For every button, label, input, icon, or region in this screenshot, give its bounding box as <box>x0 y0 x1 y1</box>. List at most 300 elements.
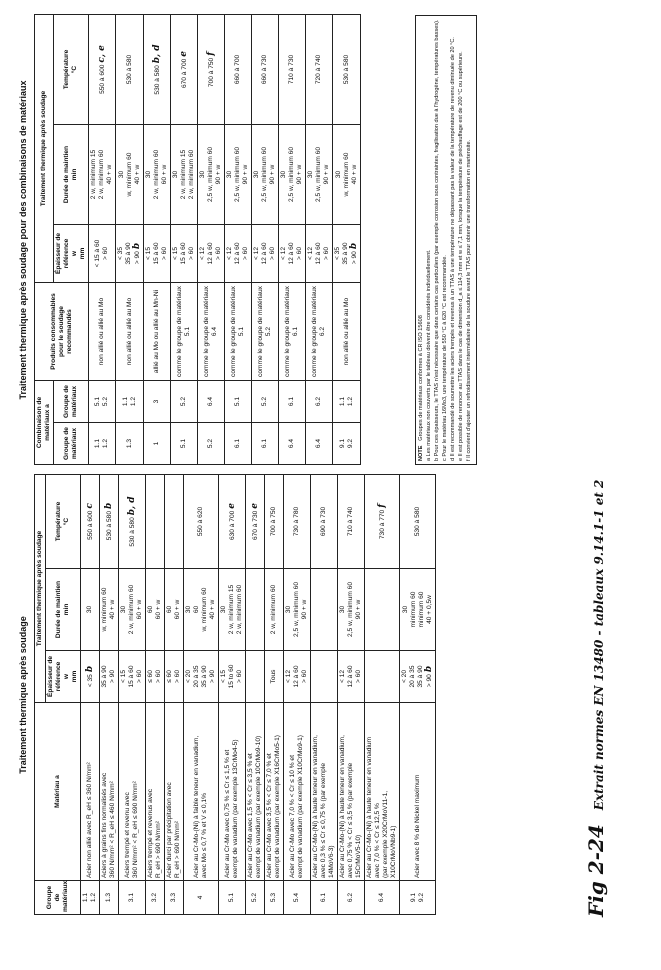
lt-group-text: 3.1 <box>128 892 135 903</box>
rt-thickness <box>89 225 116 283</box>
lt-duration-text: 30 2,5 w, minimum 60 90 + w <box>339 582 362 637</box>
lt-material <box>400 703 436 881</box>
lt-material-text: Acier au Cr-Mo-(Ni) à haute teneur en vanadium avec 7,0 % < Cr ≤ 12,5 % (par exemple X20CrMoV11-1, X10CrMoVNb9-1) <box>366 736 397 878</box>
lt-duration <box>119 569 146 651</box>
rt-thickness <box>171 225 198 283</box>
lt-group <box>365 881 400 915</box>
rt-group1-text: 1.3 <box>125 438 133 449</box>
notes-title: NOTE <box>418 445 424 461</box>
rt-thickness-text: < 12 12 à 60 > 60 <box>226 242 249 265</box>
rt-group2-text: 5.2 <box>180 396 187 407</box>
rt-group1-text: 1 <box>153 441 160 446</box>
table-row <box>333 14 361 464</box>
lt-thickness <box>265 651 284 703</box>
lt-duration <box>100 569 119 651</box>
lt-group <box>119 881 146 915</box>
lt-header-temperature: Température °C <box>46 474 81 568</box>
lt-temperature <box>81 474 100 568</box>
rt-thickness-text: < 15 15 à 60 > 60 <box>172 242 195 265</box>
lt-group-text: 6.2 <box>347 892 354 903</box>
table-row <box>100 474 119 914</box>
rt-group2 <box>225 381 252 423</box>
lt-temperature <box>146 474 165 568</box>
rt-thickness-text: < 15 à 60 > 60 <box>94 239 109 268</box>
rt-temperature-text: 660 à 700 <box>234 54 241 85</box>
rt-group1 <box>252 423 279 465</box>
lt-temperature <box>365 474 400 568</box>
rt-consumables <box>225 283 252 381</box>
lt-material-text: Acier au Cr-Mo-(Ni) à haute teneur en vanadium, avec 0,3 % ≤ Cr ≤ 0,75 % (par exemple 14MoV6-3) <box>312 735 335 878</box>
lt-temperature <box>100 474 119 568</box>
lt-group <box>400 881 436 915</box>
rt-consumables-text: comme le groupe de matériaux 5.1 <box>176 286 191 377</box>
rt-temperature-text: 530 à 580 <box>125 54 133 85</box>
lt-thickness <box>365 651 400 703</box>
lt-material <box>119 703 146 881</box>
lt-duration-text: 30 60 w, minimum 60 40 + w <box>185 587 216 632</box>
rt-group2 <box>306 381 333 423</box>
rt-thickness-handwritten-mark: b <box>349 242 359 250</box>
rt-thickness-text: < 15 15 à 60 > 60 <box>145 242 168 265</box>
lt-duration-text: 60 60 + w <box>147 599 162 620</box>
rt-temperature-text: 530 à 580 <box>153 65 161 95</box>
lt-thickness-text: < 15 15 à 60 > 60 <box>120 665 143 688</box>
lt-temperature-text: 700 à 750 <box>270 506 277 537</box>
rt-thickness-text: < 12 12 à 60 > 60 <box>280 242 303 265</box>
table-row <box>225 14 252 464</box>
rt-group1 <box>171 423 198 465</box>
caption-figure-number: Fig 2-24 <box>584 824 608 917</box>
lt-material <box>81 703 100 881</box>
rt-consumables <box>252 283 279 381</box>
lt-group-text: 4 <box>197 895 204 900</box>
rt-group2-text: 6.4 <box>207 396 214 407</box>
lt-material <box>100 703 119 881</box>
lt-material <box>146 703 165 881</box>
rt-duration-text: 2 w, minimum 15 2 w, minimum 60 40 + w <box>90 149 113 200</box>
lt-thickness-text: 35 à 90 > 90 <box>101 665 116 688</box>
rt-consumables <box>116 283 144 381</box>
rt-temperature-text: 530 à 580 <box>342 54 350 85</box>
lt-temperature-text: 730 à 770 <box>378 509 386 540</box>
lt-material-text: Acier au Cr-Mo avec 7,0 % < Cr ≤ 10 % et exempt de vanadium (par exemple X10CrMo9-1) <box>289 735 304 878</box>
lt-group-text: 3.2 <box>151 892 158 903</box>
rt-duration-text: 30 2,5 w, minimum 60 90 + w <box>307 147 330 202</box>
lt-group-text: 5.3 <box>270 892 277 903</box>
rt-thickness <box>116 225 144 283</box>
rt-duration <box>89 125 116 225</box>
rt-header-temperature: Température °C <box>54 14 89 124</box>
rt-thickness <box>279 225 306 283</box>
lt-thickness <box>284 651 311 703</box>
notes-box <box>415 15 477 465</box>
rt-duration-text: 30 w, minimum 60 40 + w <box>117 152 141 197</box>
lt-group <box>338 881 365 915</box>
lt-thickness <box>165 651 184 703</box>
lt-thickness-text: < 20 20 à 35 35 à 90 > 90 <box>185 665 216 688</box>
lt-temperature-text: 530 à 580 <box>413 506 421 537</box>
rt-duration <box>198 125 225 225</box>
lt-temperature-handwritten-mark: c <box>84 503 95 509</box>
rt-thickness <box>252 225 279 283</box>
rt-consumables-text: non allié ou allié au Mo <box>125 297 133 366</box>
lt-duration <box>400 569 436 651</box>
rt-group2 <box>144 381 171 423</box>
left-table-body <box>81 474 436 914</box>
lt-thickness <box>338 651 365 703</box>
lt-group <box>246 881 265 915</box>
rt-group2 <box>333 381 361 423</box>
lt-group <box>284 881 311 915</box>
rt-temperature-text: 720 à 740 <box>315 54 322 85</box>
lt-temperature-text: 670 à 730 <box>251 510 259 541</box>
rt-header-combination: Combinaison de matériaux a <box>35 381 54 465</box>
lt-material <box>165 703 184 881</box>
lt-temperature-handwritten-mark: b <box>103 502 114 509</box>
lt-group-text: 1.1 1.2 <box>82 892 97 903</box>
table-row <box>184 474 219 914</box>
rt-thickness <box>306 225 333 283</box>
rt-temperature <box>198 14 225 124</box>
rt-group1 <box>333 423 361 465</box>
rt-group2-text: 3 <box>153 399 160 404</box>
lt-group <box>146 881 165 915</box>
rt-temperature-handwritten-mark: e <box>178 50 189 57</box>
rt-group1 <box>89 423 116 465</box>
rt-thickness-text: < 35 35 à 90 > 90 <box>117 242 141 265</box>
lt-temperature-text: 530 à 580 <box>128 517 136 547</box>
lt-group-text: 6.4 <box>378 892 385 903</box>
rt-temperature <box>306 14 333 124</box>
lt-thickness <box>81 651 100 703</box>
lt-thickness <box>246 651 265 703</box>
lt-group <box>81 881 100 915</box>
rt-group1-text: 9.1 9.2 <box>338 438 354 449</box>
right-table-title: Traitement thermique après soudage pour des combinaisons de matériaux <box>18 80 28 400</box>
rt-consumables <box>171 283 198 381</box>
lt-material-text: Aciers trempé et revenus avec R_eH > 690 N/mm² <box>147 788 162 878</box>
rt-thickness-text: < 35 35 à 90 > 90 <box>334 242 358 265</box>
rt-group1-text: 5.1 <box>180 438 187 449</box>
rt-temperature-handwritten-mark: c, e <box>96 45 107 63</box>
rt-duration <box>144 125 171 225</box>
lt-thickness <box>400 651 436 703</box>
lt-material <box>311 703 338 881</box>
lt-thickness-text: < 20 20 à 35 35 à 90 > 90 <box>401 665 433 688</box>
rt-group2-text: 1.1 1.2 <box>121 396 137 407</box>
rt-group2 <box>198 381 225 423</box>
lt-duration-text: 30 2 w, minimum 15 2 w, minimum 60 <box>220 584 243 635</box>
table-row <box>89 14 116 464</box>
rt-thickness <box>225 225 252 283</box>
rt-temperature-text: 550 à 600 <box>98 64 106 94</box>
rt-group2-text: 1.1 1.2 <box>338 396 354 407</box>
lt-temperature <box>338 474 365 568</box>
lt-duration <box>246 569 265 651</box>
rt-thickness-text: < 12 12 à 60 > 60 <box>199 242 222 265</box>
rt-header-duration: Durée de maintien min <box>54 125 89 225</box>
table-row <box>311 474 338 914</box>
rt-consumables <box>279 283 306 381</box>
lt-duration <box>184 569 219 651</box>
lt-header-duration: Durée de maintien min <box>46 569 81 651</box>
rt-group1-text: 6.4 <box>288 438 295 449</box>
lt-group-text: 9.1 9.2 <box>409 892 425 903</box>
table-row <box>165 474 184 914</box>
lt-material-text: Acier au Cr-Mo avec 3,5 % < Cr ≤ 7,0 % et exempt de vanadium (par exemple X16CrMo5-1) <box>266 735 281 878</box>
rt-group1 <box>279 423 306 465</box>
table-row <box>252 14 279 464</box>
note-item: f Il convient d'ajouter un refroidissement intermédiaire de la soudure avant le TTAS pour obtenir une transformation en martensite. <box>466 139 472 461</box>
rt-group2-text: 5.2 <box>261 396 268 407</box>
lt-temperature-text: 710 à 740 <box>347 506 354 537</box>
rotated-sheet <box>10 0 620 925</box>
lt-temperature-text: 730 à 780 <box>293 506 300 537</box>
lt-group-text: 5.1 <box>228 892 235 903</box>
rt-thickness-text: < 12 12 à 60 > 60 <box>307 242 330 265</box>
table-row <box>116 14 144 464</box>
lt-thickness <box>119 651 146 703</box>
lt-thickness-text: Tous <box>270 669 277 684</box>
table-row <box>400 474 436 914</box>
lt-temperature-text: 550 à 620 <box>197 506 204 537</box>
lt-group-text: 1.3 <box>105 892 112 903</box>
rt-group2 <box>116 381 144 423</box>
rt-header-tt: Traitement thermique après soudage <box>35 14 54 282</box>
lt-thickness <box>219 651 246 703</box>
rt-group1 <box>144 423 171 465</box>
lt-temperature <box>184 474 219 568</box>
rt-temperature <box>89 14 116 124</box>
lt-duration-text: 30 minimum 60 minimum 60 40 + 0,5w <box>401 591 433 628</box>
rt-thickness <box>333 225 361 283</box>
lt-header-material: Matériau a <box>35 703 81 881</box>
table-row <box>171 14 198 464</box>
rt-group1 <box>116 423 144 465</box>
lt-duration <box>165 569 184 651</box>
rt-duration <box>225 125 252 225</box>
note-item: e Il est possible de renoncer au TTAS dans le cas de dimension d_a ≤ 114,3 mm et w ≤ 7,1 mm, lorsque la température de préchauffage est de 200 °C ou supérieure. <box>458 51 464 461</box>
table-row <box>119 474 146 914</box>
lt-material-text: Aciers trempé et revenu avec 360 N/mm² < R_eH ≤ 690 N/mm² <box>124 781 139 878</box>
left-table-title: Traitement thermique après soudage <box>18 616 28 774</box>
lt-thickness-text: < 15 15 to 60 > 60 <box>220 664 243 689</box>
rt-temperature <box>225 14 252 124</box>
rt-temperature <box>171 14 198 124</box>
lt-group-text: 5.2 <box>251 892 258 903</box>
rt-temperature-text: 700 à 750 <box>207 57 215 88</box>
lt-duration <box>311 569 338 651</box>
lt-group <box>311 881 338 915</box>
right-table-body <box>89 14 361 464</box>
rt-temperature <box>279 14 306 124</box>
lt-temperature-handwritten-mark: f <box>376 503 387 508</box>
lt-group-text: 5.4 <box>293 892 300 903</box>
rt-group2-text: 5.1 5.2 <box>94 396 109 407</box>
lt-temperature-text: 550 à 600 <box>86 510 94 540</box>
rt-thickness-handwritten-mark: b <box>132 242 142 250</box>
rt-duration <box>306 125 333 225</box>
rt-group1 <box>198 423 225 465</box>
lt-material <box>365 703 400 881</box>
lt-material <box>338 703 365 881</box>
lt-temperature <box>284 474 311 568</box>
lt-thickness-text: < 12 12 à 60 > 60 <box>339 665 362 688</box>
lt-duration <box>81 569 100 651</box>
lt-header-tt: Traitement thermique après soudage <box>35 474 46 702</box>
lt-material-text: Acier au Cr-Mo avec 1,5 % < Cr ≤ 3,5 % et exempt de vanadium (par exemple 10CrMo9-10) <box>247 735 262 878</box>
rt-temperature <box>116 14 144 124</box>
rt-duration-text: 30 2 w, minimum 15 2 w, minimum 60 <box>172 149 195 200</box>
rt-thickness-text: < 12 12 à 60 > 60 <box>253 242 276 265</box>
rt-group1 <box>306 423 333 465</box>
rt-duration <box>252 125 279 225</box>
lt-duration-text: 2 w, minimum 60 <box>270 584 277 635</box>
rt-group1 <box>225 423 252 465</box>
lt-thickness-text: ≤ 60 > 60 <box>147 669 162 684</box>
lt-material <box>265 703 284 881</box>
lt-thickness <box>146 651 165 703</box>
lt-material <box>284 703 311 881</box>
rt-thickness <box>144 225 171 283</box>
rt-temperature-handwritten-mark: f <box>205 51 216 56</box>
rt-duration-text: 30 2,5 w, minimum 60 90 + w <box>253 147 276 202</box>
lt-group <box>184 881 219 915</box>
lt-material-text: Acier au Cr-Mo-(Ni) à faible teneur en vanadium, avec Mo ≤ 0,7 % et V ≤ 0,1% <box>193 735 208 878</box>
notes-reference: Groupes de matériaux conformes à CR ISO 15608 <box>418 315 424 441</box>
rt-consumables-text: comme le groupe de matériaux 6.1 <box>284 286 299 377</box>
lt-group <box>165 881 184 915</box>
lt-group <box>100 881 119 915</box>
rt-duration-text: 30 2,5 w, minimum 60 90 + w <box>199 147 222 202</box>
table-row <box>246 474 265 914</box>
rt-consumables-text: comme le groupe de matériaux 6.4 <box>203 286 218 377</box>
table-row <box>365 474 400 914</box>
rt-group2-text: 6.2 <box>315 396 322 407</box>
rt-consumables-text: comme le groupe de matériaux 5.2 <box>257 286 272 377</box>
rt-consumables <box>89 283 116 381</box>
lt-temperature <box>119 474 146 568</box>
rt-group2 <box>279 381 306 423</box>
rt-group1-text: 6.4 <box>315 438 322 449</box>
lt-material-text: Acier durci par précipitation avec R_eH > 690 N/mm² <box>166 782 181 878</box>
lt-temperature-text: 530 à 580 <box>105 510 113 541</box>
lt-material-text: Aciers à grains fins normalisés avec 360 N/mm² < R_eH ≤ 460 N/mm² <box>101 772 116 878</box>
lt-duration-text: 30 2,5 w, minimum 60 90 + w <box>285 582 308 637</box>
lt-group <box>265 881 284 915</box>
lt-header-group: Groupe de matériaux <box>35 881 81 915</box>
lt-temperature <box>246 474 265 568</box>
lt-duration <box>146 569 165 651</box>
rt-group1-text: 6.1 <box>261 438 268 449</box>
table-row <box>146 474 165 914</box>
rt-group2 <box>252 381 279 423</box>
rt-consumables <box>144 283 171 381</box>
right-table <box>34 14 361 465</box>
rt-consumables-text: allié au Mo ou allié au Mn-Ni <box>153 289 160 374</box>
lt-thickness <box>311 651 338 703</box>
rt-consumables <box>306 283 333 381</box>
table-row <box>198 14 225 464</box>
table-row <box>338 474 365 914</box>
lt-thickness-text: < 12 12 à 60 > 60 <box>285 665 308 688</box>
rt-consumables-text: comme le groupe de matériaux 6.2 <box>311 286 326 377</box>
lt-temperature-text: 630 à 700 <box>228 510 236 541</box>
rt-temperature-text: 670 à 700 <box>180 58 188 89</box>
lt-temperature <box>400 474 436 568</box>
rt-duration-text: 30 w, minimum 60 40 + w <box>334 152 358 197</box>
lt-duration <box>284 569 311 651</box>
table-row <box>284 474 311 914</box>
lt-group-text: 3.3 <box>170 892 177 903</box>
rt-group2-text: 5.1 <box>234 396 241 407</box>
note-item: b Pour ces épaisseurs, le TTAS n'est nécessaire que dans certains cas particuliers (par exemple corrosion sous contraintes, fragilisation due à l'hydrogène, températures basses). <box>434 19 440 461</box>
rt-duration-text: 30 2,5 w, minimum 60 90 + w <box>226 147 249 202</box>
lt-material <box>219 703 246 881</box>
lt-duration-text: 60 60 + w <box>166 599 181 620</box>
rt-temperature-text: 710 à 730 <box>288 54 295 85</box>
note-item: d Il est recommandé de soumettre les aciers trempés et revenus à un TTAS à une température ne dépassant pas la valeur de la température de revenu diminuée de 20 °C. <box>450 37 456 461</box>
table-row <box>219 474 246 914</box>
lt-material <box>184 703 219 881</box>
rt-header-group2: Groupe de matériaux <box>54 381 89 423</box>
lt-temperature <box>165 474 184 568</box>
lt-thickness-handwritten-mark: b <box>424 665 434 673</box>
rt-temperature <box>252 14 279 124</box>
rt-header-group1: Groupe de matériaux <box>54 423 89 465</box>
rt-duration <box>171 125 198 225</box>
rt-group1-text: 1.1 1.2 <box>94 438 109 449</box>
note-item: a Les matériaux non couverts par le tableau doivent être considérés individuellement. <box>426 249 432 461</box>
lt-thickness-text: ≤ 60 > 60 <box>166 669 181 684</box>
rt-consumables-text: non allié ou allié au Mo <box>98 297 105 366</box>
lt-temperature-handwritten-mark: e <box>249 502 260 509</box>
rt-thickness <box>198 225 225 283</box>
rt-consumables <box>333 283 361 381</box>
table-row <box>306 14 333 464</box>
lt-material-text: Acier au Cr-Mo-(Ni) à haute teneur en vanadium, avec 0,75 % < Cr ≤ 3,5 % (par exemple 15CrMoV5-10) <box>339 735 362 878</box>
lt-temperature <box>219 474 246 568</box>
rt-header-thickness: Épaisseur de référence w mm <box>54 225 89 283</box>
rt-temperature <box>333 14 361 124</box>
lt-group-text: 6.1 <box>320 892 327 903</box>
rt-duration <box>116 125 144 225</box>
lt-temperature <box>311 474 338 568</box>
lt-duration <box>338 569 365 651</box>
rt-group1-text: 6.1 <box>234 438 241 449</box>
rt-temperature-handwritten-mark: b, d <box>151 44 162 64</box>
lt-duration-text: 30 <box>86 605 93 614</box>
table-row <box>81 474 100 914</box>
rt-temperature <box>144 14 171 124</box>
lt-duration-text: 30 2 w, minimum 60 60 + w <box>120 584 143 635</box>
lt-material-text: Acier avec 8 % de Nickel maximum <box>413 774 421 878</box>
lt-material <box>246 703 265 881</box>
lt-group <box>219 881 246 915</box>
rt-consumables-text: comme le groupe de matériaux 5.1 <box>230 286 245 377</box>
lt-temperature-text: 690 à 730 <box>320 506 327 537</box>
lt-header-thickness: Épaisseur de référence w mm <box>46 651 81 703</box>
rt-header-consumables: Produits consommables pour le soudage recommandés <box>35 283 89 381</box>
figure-caption <box>584 480 608 917</box>
lt-duration <box>265 569 284 651</box>
rt-consumables-text: non allié ou allié au Mo <box>342 297 350 366</box>
rt-temperature-text: 660 à 730 <box>261 54 268 85</box>
caption-text: Extrait normes EN 13480 - tableaux 9.14.1-1 et 2 <box>592 479 606 811</box>
table-row <box>144 14 171 464</box>
left-table <box>34 474 436 915</box>
lt-duration <box>219 569 246 651</box>
